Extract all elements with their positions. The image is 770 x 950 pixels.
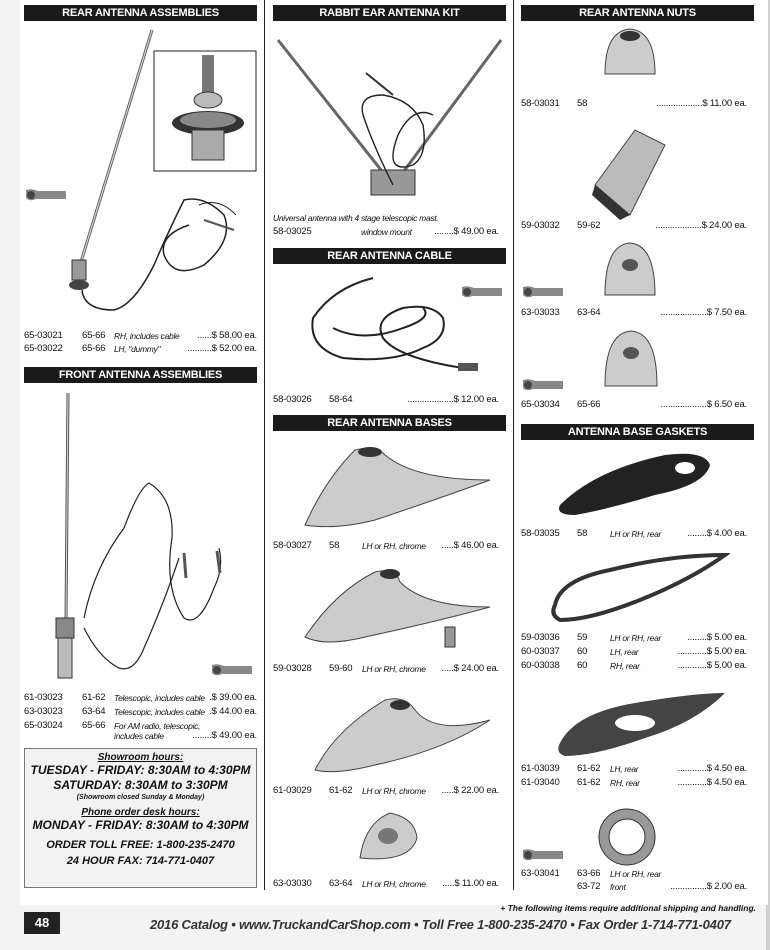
section-title: ANTENNA BASE GASKETS	[567, 426, 708, 438]
product-row	[521, 881, 747, 893]
price: .....$ 46.00 ea.	[441, 540, 499, 551]
antenna-base-61-image	[305, 690, 495, 780]
year-range: 59-60	[329, 663, 353, 674]
year-range: 61-62	[577, 777, 601, 788]
product-row	[24, 706, 257, 718]
antenna-nut-59-image	[590, 125, 670, 220]
section-header-rear-nuts	[521, 5, 754, 21]
product-row	[273, 226, 499, 238]
antenna-base-63-image	[355, 808, 425, 868]
product-row	[521, 307, 747, 319]
antenna-base-58-image	[295, 440, 495, 530]
rabbit-ear-caption: Universal antenna with 4 stage telescopic mast.	[273, 213, 439, 223]
price: ............$ 5.00 ea.	[677, 660, 747, 671]
phone-hours-title: Phone order desk hours:	[81, 807, 200, 818]
part-number: 65-03022	[24, 343, 63, 354]
front-antenna-image	[24, 388, 259, 688]
description: Telescopic, includes cable	[114, 707, 205, 717]
year-range: 65-66	[82, 343, 106, 354]
section-title: REAR ANTENNA ASSEMBLIES	[62, 7, 219, 19]
antenna-nut-58-image	[600, 26, 660, 81]
price: ..........$ 52.00 ea.	[187, 343, 257, 354]
showroom-closed-note: (Showroom closed Sunday & Monday)	[76, 794, 205, 801]
price: ...................$ 7.50 ea.	[660, 307, 747, 318]
year-range: 61-62	[329, 785, 353, 796]
truck-shop-logo	[24, 188, 68, 202]
product-row	[24, 330, 257, 342]
price: ...................$ 11.00 ea.	[656, 98, 747, 109]
price: .....$ 11.00 ea.	[442, 878, 499, 889]
part-number: 61-03039	[521, 763, 560, 774]
description: includes cable	[114, 731, 164, 741]
description: LH or RH, chrome	[362, 786, 426, 796]
price: ........$ 4.00 ea.	[687, 528, 747, 539]
fax-number: 24 HOUR FAX: 714-771-0407	[66, 855, 215, 867]
product-row	[273, 540, 499, 552]
year-range: 58	[329, 540, 340, 551]
price: ........$ 49.00 ea.	[434, 226, 499, 237]
year-range: 63-64	[329, 878, 353, 889]
toll-free-number: ORDER TOLL FREE: 1-800-235-2470	[46, 839, 235, 851]
price: ...................$ 12.00 ea.	[407, 394, 499, 405]
description: LH or RH, chrome	[362, 541, 426, 551]
price: ...............$ 2.00 ea.	[670, 881, 747, 892]
section-title: REAR ANTENNA CABLE	[327, 250, 452, 262]
description: For AM radio, telescopic,	[114, 721, 201, 731]
product-row	[273, 785, 499, 797]
section-header-front-assemblies	[24, 367, 257, 383]
antenna-base-59-image	[295, 562, 495, 657]
year-range: 63-64	[577, 307, 601, 318]
part-number: 60-03037	[521, 646, 560, 657]
part-number: 59-03028	[273, 663, 312, 674]
product-row	[24, 692, 257, 704]
section-header-rear-assemblies	[24, 5, 257, 21]
product-row	[521, 660, 747, 672]
year-range: 65-66	[82, 720, 106, 731]
product-row	[521, 632, 747, 644]
year-range: 63-66	[577, 868, 601, 879]
price: .$ 39.00 ea.	[209, 692, 257, 703]
year-range: 60	[577, 646, 588, 657]
antenna-nut-63-image	[600, 240, 660, 300]
catalog-footer: 2016 Catalog • www.TruckandCarShop.com • Toll Free 1-800-235-2470 • Fax Order 1-714-771-0407	[150, 917, 731, 932]
rear-antenna-image	[24, 25, 259, 325]
price: .....$ 22.00 ea.	[441, 785, 499, 796]
year-range: 65-66	[82, 330, 106, 341]
description: LH, "dummy"	[114, 344, 161, 354]
part-number: 63-03041	[521, 868, 560, 879]
gasket-59-image	[550, 550, 730, 625]
section-title: REAR ANTENNA NUTS	[579, 7, 696, 19]
part-number: 61-03040	[521, 777, 560, 788]
store-hours-box	[24, 748, 257, 888]
column-divider	[264, 0, 265, 890]
price: ........$ 49.00 ea.	[192, 730, 257, 741]
part-number: 58-03027	[273, 540, 312, 551]
part-number: 63-03023	[24, 706, 63, 717]
part-number: 59-03032	[521, 220, 560, 231]
product-row	[273, 394, 499, 406]
shipping-note: + The following items require additional shipping and handling.	[500, 903, 756, 913]
description: LH or RH, chrome	[362, 664, 426, 674]
product-row	[273, 663, 499, 675]
description: RH, rear	[610, 778, 640, 788]
product-row	[521, 220, 747, 232]
product-row	[521, 868, 747, 880]
year-range: 63-64	[82, 706, 106, 717]
year-range: 61-62	[577, 763, 601, 774]
product-row	[24, 343, 257, 355]
product-row	[24, 730, 257, 742]
description: LH or RH, chrome	[362, 879, 426, 889]
part-number: 61-03029	[273, 785, 312, 796]
phone-hours-line: MONDAY - FRIDAY: 8:30AM to 4:30PM	[32, 818, 249, 832]
part-number: 63-03030	[273, 878, 312, 889]
antenna-nut-65-image	[600, 328, 662, 390]
description: LH or RH, rear	[610, 869, 662, 879]
page-number: 48	[24, 912, 60, 934]
truck-shop-logo	[210, 663, 254, 677]
description: LH or RH, rear	[610, 529, 662, 539]
product-row	[521, 646, 747, 658]
truck-shop-logo	[521, 848, 565, 862]
description: LH, rear	[610, 647, 639, 657]
price: ...................$ 24.00 ea.	[655, 220, 747, 231]
section-title: RABBIT EAR ANTENNA KIT	[319, 7, 460, 19]
description: front	[610, 882, 626, 892]
part-number: 58-03031	[521, 98, 560, 109]
year-range: 58	[577, 98, 588, 109]
part-number: 58-03035	[521, 528, 560, 539]
year-range: 59-62	[577, 220, 601, 231]
gasket-58-image	[555, 450, 715, 520]
description: RH, rear	[610, 661, 640, 671]
truck-shop-logo	[521, 285, 565, 299]
price: ......$ 58.00 ea.	[197, 330, 257, 341]
part-number: 61-03023	[24, 692, 63, 703]
price: .$ 44.00 ea.	[209, 706, 257, 717]
rabbit-ear-antenna-image	[273, 25, 506, 210]
product-row	[521, 777, 747, 789]
truck-shop-logo	[521, 378, 565, 392]
part-number: 63-03033	[521, 307, 560, 318]
part-number: 59-03036	[521, 632, 560, 643]
price: ............$ 4.50 ea.	[677, 763, 747, 774]
column-divider	[513, 0, 514, 890]
description: LH or RH, rear	[610, 633, 662, 643]
section-title: REAR ANTENNA BASES	[327, 417, 452, 429]
product-row	[521, 763, 747, 775]
product-row	[521, 528, 747, 540]
part-number: 65-03034	[521, 399, 560, 410]
section-title: FRONT ANTENNA ASSEMBLIES	[58, 369, 223, 381]
showroom-hours-saturday: SATURDAY: 8:30AM to 3:30PM	[53, 778, 228, 792]
product-row	[521, 98, 747, 110]
part-number: 58-03026	[273, 394, 312, 405]
description: RH, includes cable	[114, 331, 180, 341]
section-header-rear-bases	[273, 415, 506, 431]
part-number: 60-03038	[521, 660, 560, 671]
price: ............$ 4.50 ea.	[677, 777, 747, 788]
year-range: 58	[577, 528, 588, 539]
section-header-base-gaskets	[521, 424, 754, 440]
section-header-rear-cable	[273, 248, 506, 264]
showroom-hours-weekday: TUESDAY - FRIDAY: 8:30AM to 4:30PM	[30, 763, 251, 777]
year-range: 63-72	[577, 881, 601, 892]
price: ........$ 5.00 ea.	[687, 632, 747, 643]
part-number: 58-03025	[273, 226, 312, 237]
showroom-hours-title: Showroom hours:	[97, 752, 184, 763]
year-range: 58-64	[329, 394, 353, 405]
description: window mount	[361, 227, 412, 237]
part-number: 65-03021	[24, 330, 63, 341]
year-range: 60	[577, 660, 588, 671]
year-range: 61-62	[82, 692, 106, 703]
gasket-63-image	[595, 805, 659, 869]
section-header-rabbit-ear	[273, 5, 506, 21]
part-number: 65-03024	[24, 720, 63, 731]
product-row	[273, 878, 499, 890]
gasket-61-image	[555, 688, 730, 758]
description: LH, rear	[610, 764, 639, 774]
year-range: 65-66	[577, 399, 601, 410]
year-range: 59	[577, 632, 588, 643]
price: .....$ 24.00 ea.	[441, 663, 499, 674]
truck-shop-logo	[460, 285, 504, 299]
product-row	[521, 399, 747, 411]
price: ...................$ 6.50 ea.	[660, 399, 747, 410]
description: Telescopic, includes cable	[114, 693, 205, 703]
price: ............$ 5.00 ea.	[677, 646, 747, 657]
